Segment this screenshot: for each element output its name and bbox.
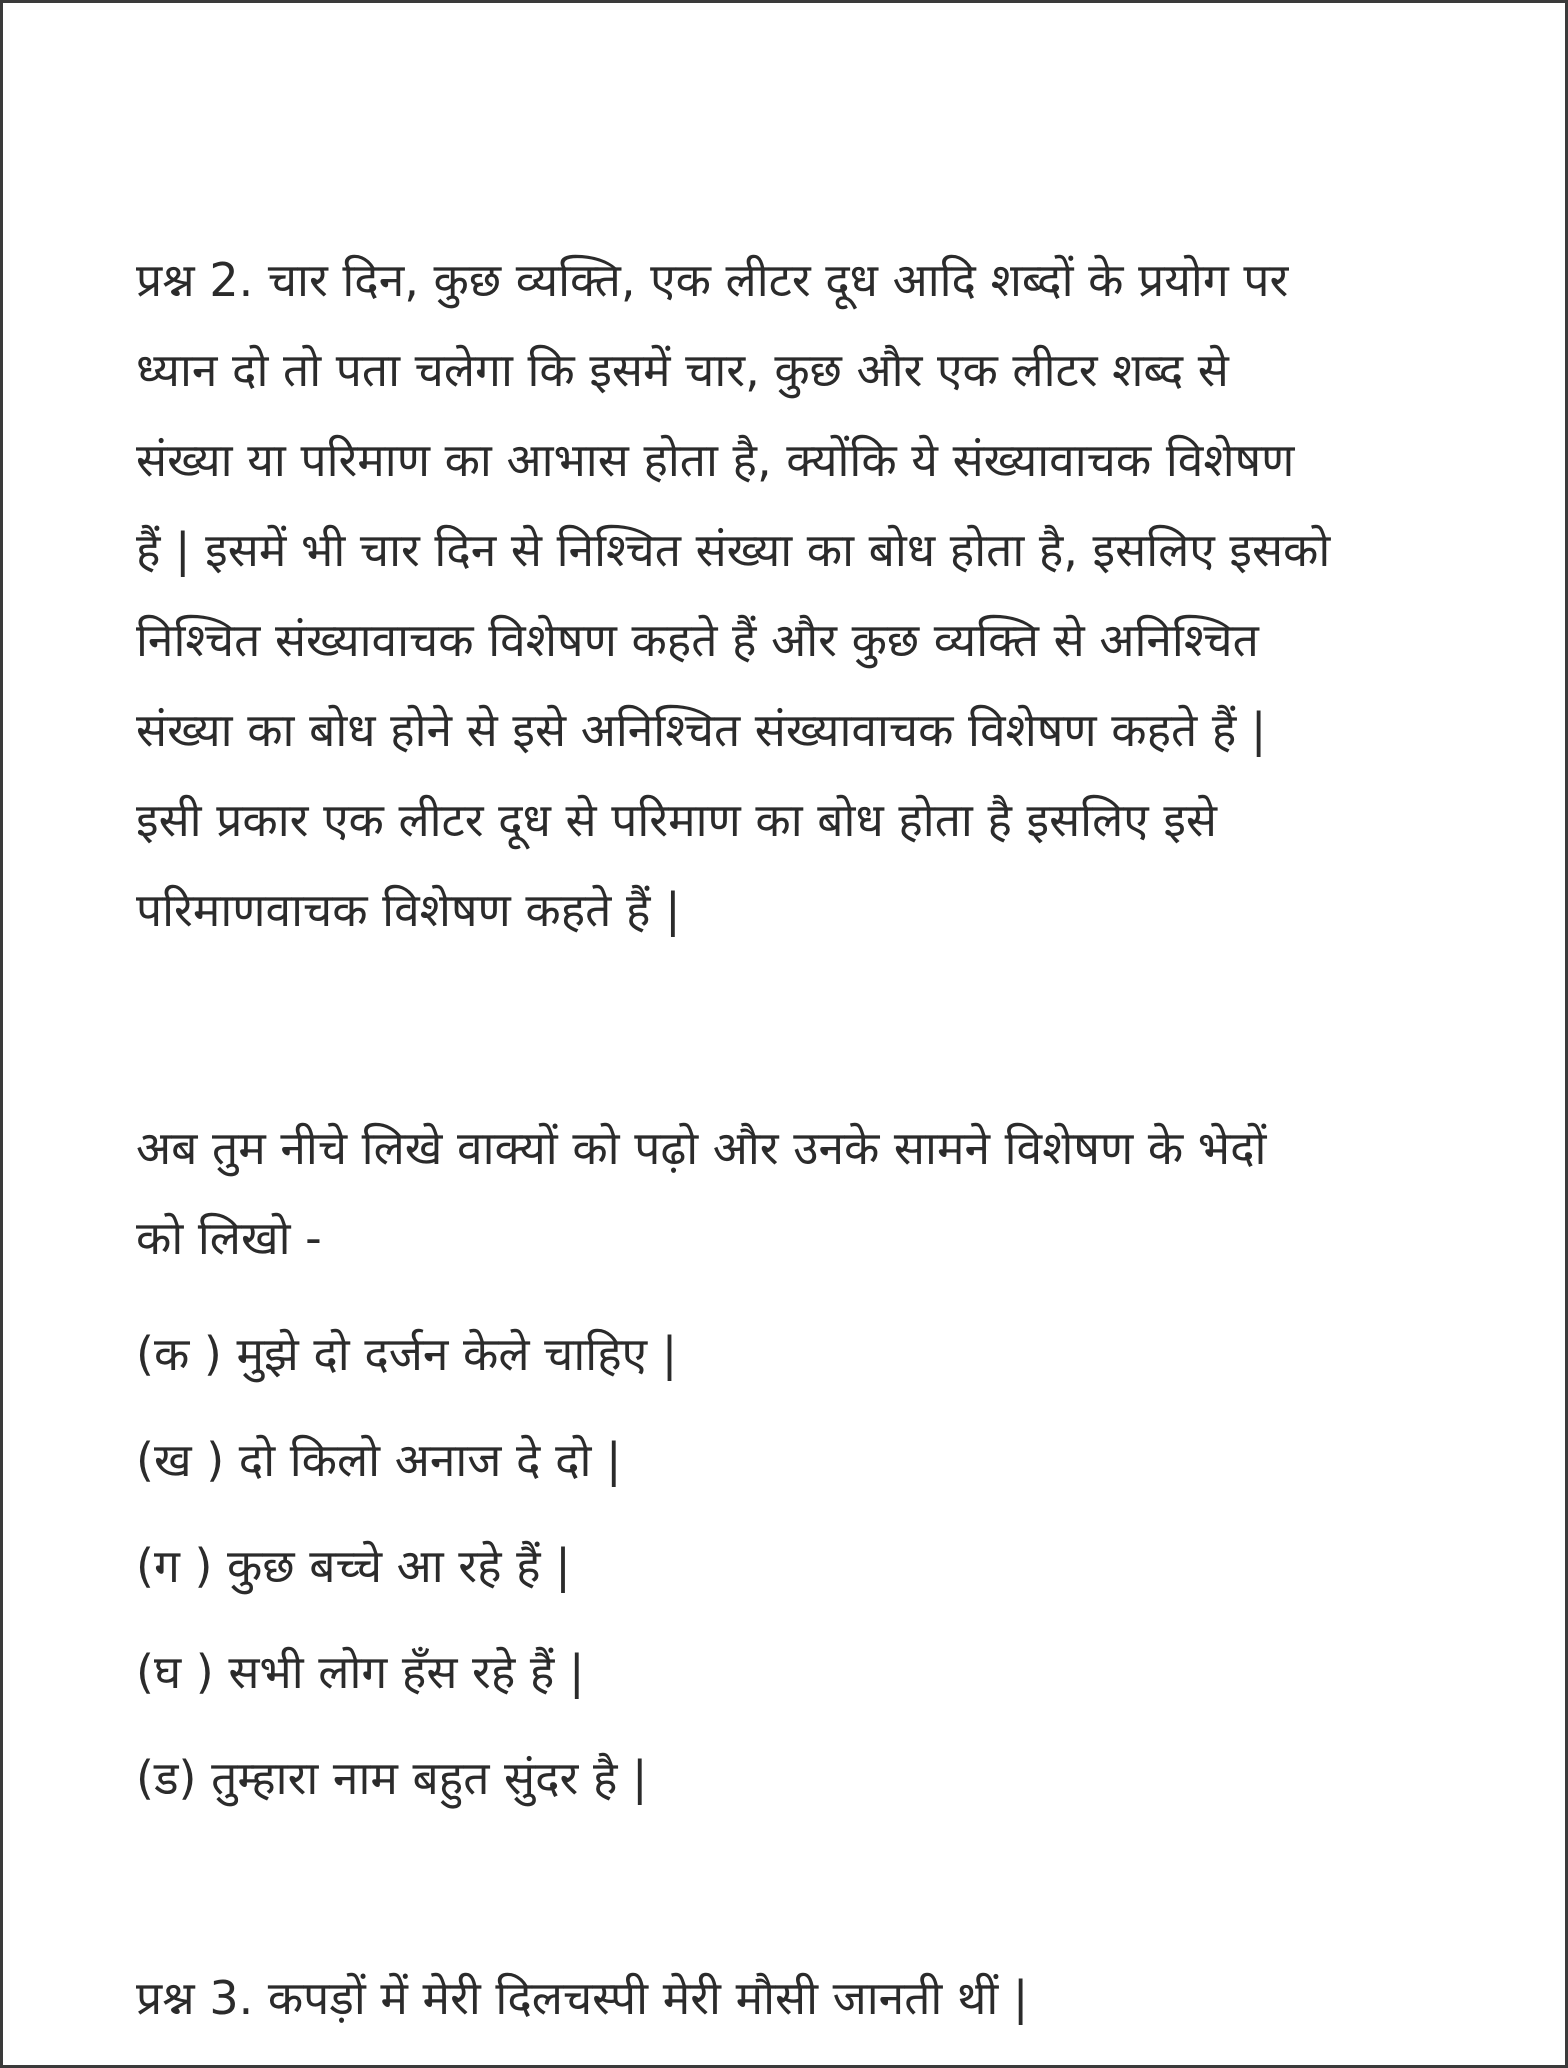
question-2-line: हैं | इसमें भी चार दिन से निश्चित संख्या का बोध होता है, इसलिए इसको [136, 523, 1331, 577]
sentence-item: (ख ) दो किलो अनाज दे दो | [136, 1433, 622, 1487]
sentence-list [136, 1301, 1456, 1831]
sentence-item: (ड) तुम्हारा नाम बहुत सुंदर है | [136, 1751, 648, 1805]
sentence-item: (क ) मुझे दो दर्जन केले चाहिए | [136, 1327, 678, 1381]
sentence-item: (घ ) सभी लोग हँस रहे हैं | [136, 1645, 585, 1699]
sentence-item: (ग ) कुछ बच्चे आ रहे हैं | [136, 1539, 571, 1593]
question-3-line: प्रश्न 3. कपड़ों में मेरी दिलचस्पी मेरी मौसी जानती थीं | [136, 1971, 1029, 2025]
question-2-paragraph [136, 235, 1456, 955]
question-2-line: प्रश्न 2. चार दिन, कुछ व्यक्ति, एक लीटर दूध आदि शब्दों के प्रयोग पर [136, 253, 1289, 307]
question-2-line: परिमाणवाचक विशेषण कहते हैं | [136, 883, 681, 937]
instruction-line: को लिखो - [136, 1211, 322, 1265]
question-2-line: इसी प्रकार एक लीटर दूध से परिमाण का बोध होता है इसलिए इसे [136, 793, 1218, 847]
document-content [136, 235, 1456, 2043]
question-2-line: संख्या का बोध होने से इसे अनिश्चित संख्यावाचक विशेषण कहते हैं | [136, 703, 1267, 757]
question-3-paragraph [136, 1953, 1456, 2043]
question-2-line: निश्चित संख्यावाचक विशेषण कहते हैं और कुछ व्यक्ति से अनिश्चित [136, 613, 1259, 667]
instruction-line: अब तुम नीचे लिखे वाक्यों को पढ़ो और उनके सामने विशेषण के भेदों [136, 1121, 1267, 1175]
instruction-paragraph [136, 1103, 1456, 1283]
question-2-line: ध्यान दो तो पता चलेगा कि इसमें चार, कुछ और एक लीटर शब्द से [136, 343, 1229, 397]
question-2-line: संख्या या परिमाण का आभास होता है, क्योंकि ये संख्यावाचक विशेषण [136, 433, 1295, 487]
